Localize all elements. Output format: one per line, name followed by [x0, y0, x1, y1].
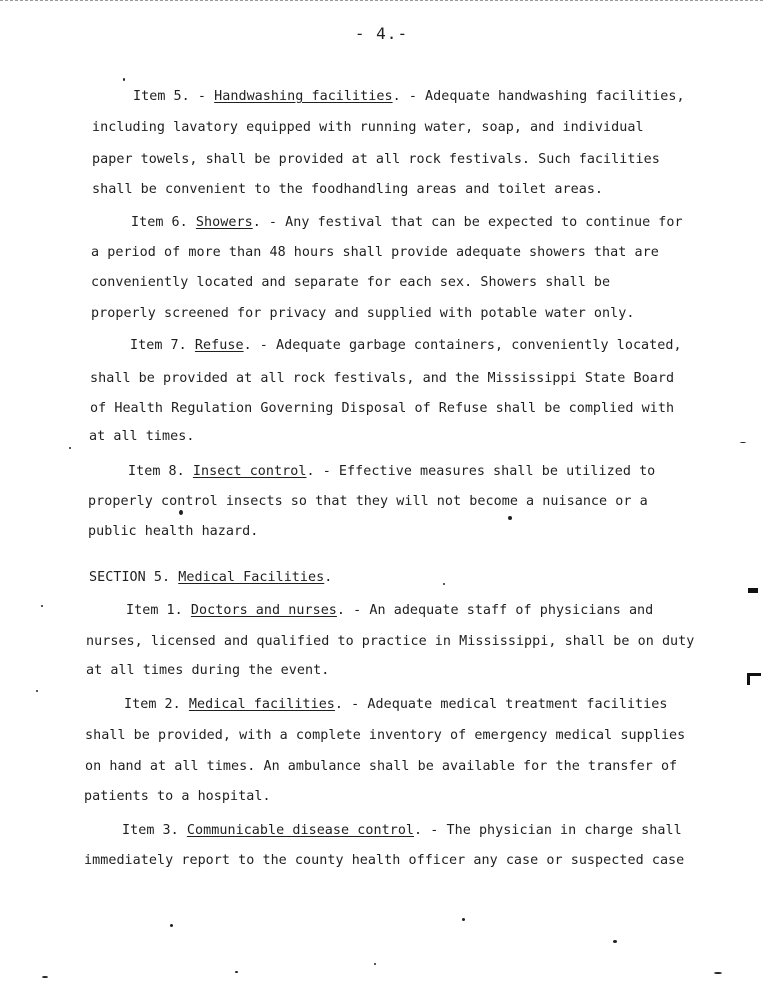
section-5-title-end: .	[324, 570, 333, 585]
item-1-line-1-text: . - An adequate staff of physicians and	[336, 603, 654, 618]
item-6-label: Item 6.	[131, 215, 196, 230]
clip-mark	[748, 588, 758, 593]
item-2-label: Item 2.	[124, 697, 189, 712]
scan-speck	[443, 583, 445, 585]
item-7-line-1	[130, 337, 682, 355]
scan-speck	[374, 963, 376, 965]
item-7-line-4: at all times.	[89, 429, 195, 444]
section-5-heading	[89, 569, 332, 587]
page-number: - 4.-	[354, 24, 409, 43]
item-8-label: Item 8.	[128, 464, 193, 479]
item-5-line-4: shall be convenient to the foodhandling areas and toilet areas.	[92, 182, 604, 197]
item-1-line-1	[126, 602, 653, 620]
item-5-line-2: including lavatory equipped with running water, soap, and individual	[92, 120, 644, 135]
item-2-line-3: on hand at all times. An ambulance shall be available for the transfer of	[85, 759, 678, 774]
scan-speck	[613, 940, 617, 943]
item-8-line-3: public health hazard.	[88, 524, 259, 539]
item-5-line-1-text: . - Adequate handwashing facilities,	[392, 89, 685, 104]
item-8-line-1	[128, 463, 655, 481]
scan-speck	[170, 924, 173, 927]
item-2-line-1-text: . - Adequate medical treatment facilities	[334, 697, 668, 712]
scan-speck	[123, 78, 125, 81]
item-8-line-1-text: . - Effective measures shall be utilized to	[306, 464, 656, 479]
scan-top-border	[0, 0, 763, 1]
item-2-line-4: patients to a hospital.	[84, 789, 271, 804]
item-3-label: Item 3.	[122, 823, 187, 838]
item-6-line-2: a period of more than 48 hours shall provide adequate showers that are	[91, 245, 659, 260]
scan-speck	[36, 690, 38, 692]
item-3-line-1	[122, 822, 682, 840]
section-5-label: SECTION 5.	[89, 570, 179, 585]
item-1-line-3: at all times during the event.	[86, 663, 330, 678]
item-8-line-2: properly control insects so that they will not become a nuisance or a	[88, 494, 648, 509]
item-5-line-1	[133, 88, 685, 106]
scan-speck	[714, 972, 722, 974]
item-2-title: Medical facilities	[188, 697, 335, 712]
item-1-label: Item 1.	[126, 603, 191, 618]
item-8-title: Insect control	[192, 464, 307, 479]
item-5-title: Handwashing facilities	[214, 89, 393, 104]
scan-speck	[462, 918, 465, 921]
item-5-line-3: paper towels, shall be provided at all rock festivals. Such facilities	[92, 152, 660, 167]
scan-speck	[740, 442, 746, 443]
clip-mark	[747, 673, 750, 685]
item-3-line-2: immediately report to the county health officer any case or suspected case	[84, 853, 685, 868]
item-5-label: Item 5. -	[133, 89, 215, 104]
scan-speck	[179, 510, 183, 515]
item-7-title: Refuse	[194, 338, 244, 353]
item-6-line-1-text: . - Any festival that can be expected to continue for	[252, 215, 683, 230]
item-6-line-1	[131, 214, 683, 232]
scan-speck	[69, 447, 71, 449]
item-6-title: Showers	[195, 215, 253, 230]
item-7-line-2: shall be provided at all rock festivals, and the Mississippi State Board	[90, 371, 675, 386]
item-1-title: Doctors and nurses	[190, 603, 337, 618]
item-6-line-3: conveniently located and separate for each sex. Showers shall be	[91, 275, 611, 290]
scan-speck	[42, 976, 48, 978]
item-3-title: Communicable disease control	[186, 823, 415, 838]
scan-speck	[508, 516, 512, 520]
item-2-line-1	[124, 696, 668, 714]
item-3-line-1-text: . - The physician in charge shall	[414, 823, 682, 838]
section-5-title: Medical Facilities	[178, 570, 325, 585]
scan-speck	[235, 971, 238, 973]
item-7-label: Item 7.	[130, 338, 195, 353]
item-7-line-3: of Health Regulation Governing Disposal of Refuse shall be complied with	[90, 401, 675, 416]
item-6-line-4: properly screened for privacy and supplied with potable water only.	[91, 306, 635, 321]
item-7-line-1-text: . - Adequate garbage containers, conveniently located,	[243, 338, 682, 353]
scan-speck	[41, 605, 43, 607]
item-1-line-2: nurses, licensed and qualified to practice in Mississippi, shall be on duty	[86, 634, 695, 649]
item-2-line-2: shall be provided, with a complete inventory of emergency medical supplies	[85, 728, 686, 743]
